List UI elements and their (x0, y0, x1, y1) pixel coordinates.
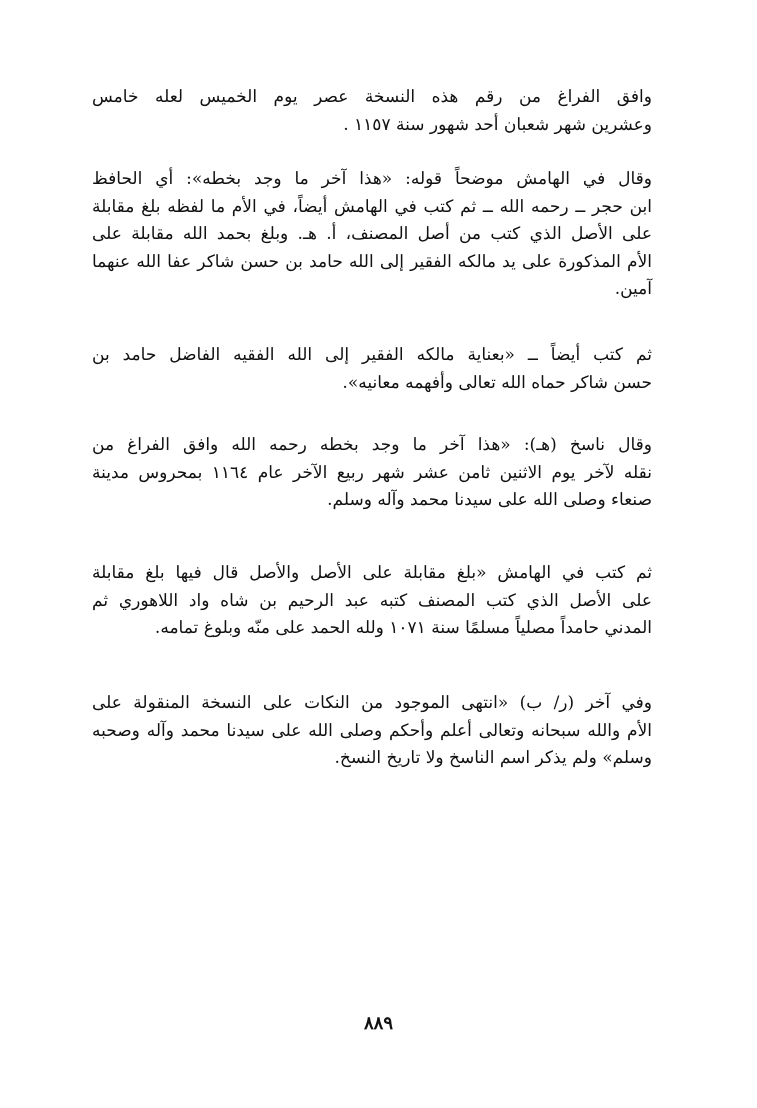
text-line: الأم المذكورة على يد مالكه الفقير إلى الله حامد بن حسن شاكر عفا الله عنهما (92, 251, 652, 272)
text-line: حسن شاكر حماه الله تعالى وأفهمه معانيه». (342, 372, 652, 393)
text-line: الأم والله سبحانه وتعالى أعلم وأحكم وصلى الله على سيدنا محمد وآله وصحبه (92, 720, 652, 741)
text-line: صنعاء وصلى الله على سيدنا محمد وآله وسلم. (327, 490, 652, 510)
text-line: وسلم» ولم يذكر اسم الناسخ ولا تاريخ النسخ. (334, 748, 652, 768)
text-line: وافق الفراغ من رقم هذه النسخة عصر يوم الخميس لعله خامس (92, 87, 652, 107)
text-line: على الأصل الذي كتب المصنف كتبه عبد الرحيم بن شاه واد اللاهوري ثم (92, 590, 652, 611)
text-line: المدني حامداً مصلياً مسلمًا سنة ١٠٧١ ولله الحمد على منّه وبلوغ تمامه. (154, 618, 652, 638)
text-line: وقال في الهامش موضحاً قوله: «هذا آخر ما وجد بخطه»: أي الحافظ (92, 169, 652, 189)
text-line: ثم كتب في الهامش «بلغ مقابلة على الأصل والأصل قال فيها بلغ مقابلة (92, 563, 652, 583)
text-line: وعشرين شهر شعبان أحد شهور سنة ١١٥٧ . (343, 114, 652, 135)
text-line: على الأصل الذي كتب من أصل المصنف، أ. هـ. وبلغ بحمد الله مقابلة على (92, 224, 652, 244)
page-number: ٨٨٩ (363, 1013, 393, 1034)
text-line: نقله لآخر يوم الاثنين ثامن عشر شهر ربيع الآخر عام ١١٦٤ بمحروس مدينة (92, 462, 653, 483)
text-line: آمين. (614, 279, 652, 299)
text-line: ثم كتب أيضاً ــ «بعناية مالكه الفقير إلى الله الفقيه الفاضل حامد بن (92, 345, 652, 365)
text-line: وفي آخر (ر/ ب) «انتهى الموجود من النكات على النسخة المنقولة على (92, 693, 652, 713)
body-text (92, 0, 652, 1000)
text-line: وقال ناسخ (هـ): «هذا آخر ما وجد بخطه رحمه الله وافق الفراغ من (92, 435, 652, 455)
text-line: ابن حجر ــ رحمه الله ــ ثم كتب في الهامش أيضاً، في الأم ما لفظه بلغ مقابلة (92, 196, 652, 217)
